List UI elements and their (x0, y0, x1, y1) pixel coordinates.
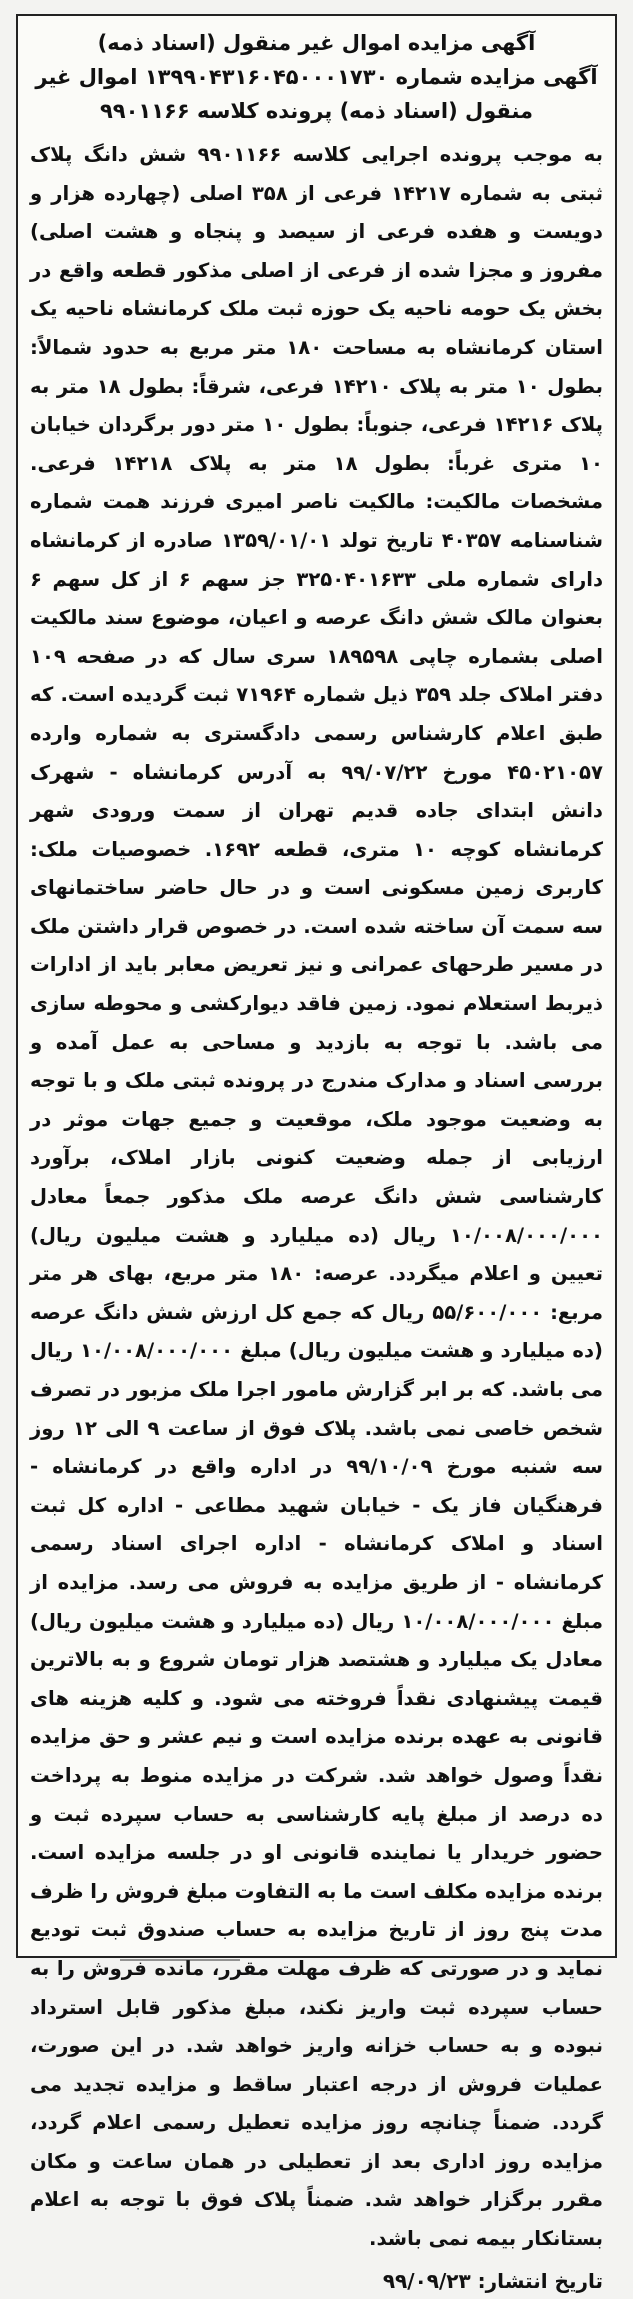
auction-notice (16, 14, 617, 2293)
notice-heading: آگهی مزایده اموال غیر منقول (اسناد ذمه) (97, 31, 536, 55)
publish-date: تاریخ انتشار: ۹۹/۰۹/۲۳ (382, 2268, 603, 2293)
notice-subheading: آگهی مزایده شماره ۱۳۹۹۰۴۳۱۶۰۴۵۰۰۰۱۷۳۰ اموال غیر منقول (اسناد ذمه) پرونده کلاسه ۹۹۰۱۱۶۶ (35, 65, 598, 123)
notice-body (30, 136, 603, 2259)
notice-paragraph: به موجب پرونده اجرایی کلاسه ۹۹۰۱۱۶۶ شش دانگ پلاک ثبتی به شماره ۱۴۲۱۷ فرعی از ۳۵۸ اصلی (چهارده هزار و دویست و هفده فرعی از سیصد و پنجاه و هشت اصلی) مفروز و مجزا شده از فرعی از اصلی مذکور قطعه واقع در بخش یک حومه ناحیه یک حوزه ثبت ملک کرمانشاه ناحیه یک استان کرمانشاه به مساحت ۱۸۰ متر مربع به حدود شمالاً: بطول ۱۰ متر به پلاک ۱۴۲۱۰ فرعی، شرقاً: بطول ۱۸ متر به پلاک ۱۴۲۱۶ فرعی، جنوباً: بطول ۱۰ متر دور برگردان خیابان ۱۰ متری غرباً: بطول ۱۸ متر به پلاک ۱۴۲۱۸ فرعی. مشخصات مالکیت: مالکیت ناصر امیری فرزند همت شماره شناسنامه ۴۰۳۵۷ تاریخ تولد ۱۳۵۹/۰۱/۰۱ صادره از کرمانشاه دارای شماره ملی ۳۲۵۰۴۰۱۶۳۳ جز سهم ۶ از کل سهم ۶ بعنوان مالک شش دانگ عرصه و اعیان، موضوع سند مالکیت اصلی بشماره چاپی ۱۸۹۵۹۸ سری سال که در صفحه ۱۰۹ دفتر املاک جلد ۳۵۹ ذیل شماره ۷۱۹۶۴ ثبت گردیده است. که طبق اعلام کارشناس رسمی دادگستری به شماره وارده ۴۵۰۲۱۰۵۷ مورخ ۹۹/۰۷/۲۲ به آدرس کرمانشاه - شهرک دانش ابتدای جاده قدیم تهران از سمت ورودی شهر کرمانشاه کوچه ۱۰ متری، قطعه ۱۶۹۲. خصوصیات ملک: کاربری زمین مسکونی است و در حال حاضر ساختمانهای سه سمت آن ساخته شده است. در خصوص قرار داشتن ملک در مسیر طرحهای عمرانی و نیز تعریض معابر باید از ادارات ذیربط استعلام نمود. زمین فاقد دیوارکشی و محوطه سازی می باشد. با توجه به بازدید و مساحی به عمل آمده و بررسی اسناد و مدارک مندرج در پرونده ثبتی ملک و با توجه به وضعیت موجود ملک، موقعیت و جمیع جهات موثر در ارزیابی از جمله وضعیت کنونی بازار املاک، برآورد کارشناسی شش دانگ عرصه ملک مذکور جمعاً معادل ۱۰/۰۰۸/۰۰۰/۰۰۰ ریال (ده میلیارد و هشت میلیون ریال) تعیین و اعلام میگردد. عرصه: ۱۸۰ متر مربع، بهای هر متر مربع: ۵۵/۶۰۰/۰۰۰ ریال که جمع کل ارزش شش دانگ عرصه (ده میلیارد و هشت میلیون ریال) مبلغ ۱۰/۰۰۸/۰۰۰/۰۰۰ ریال می باشد. که بر ابر گزارش مامور اجرا ملک مزبور در تصرف شخص خاصی نمی باشد. پلاک فوق از ساعت ۹ الی ۱۲ روز سه شنبه مورخ ۹۹/۱۰/۰۹ در اداره واقع در کرمانشاه - فرهنگیان فاز یک - خیابان شهید مطاعی - اداره کل ثبت اسناد و املاک کرمانشاه - اداره اجرای اسناد رسمی کرمانشاه - از طریق مزایده به فروش می رسد. مزایده از مبلغ ۱۰/۰۰۸/۰۰۰/۰۰۰ ریال (ده میلیارد و هشت میلیون ریال) معادل یک میلیارد و هشتصد هزار تومان شروع و به بالاترین قیمت پیشنهادی نقداً فروخته می شود. و کلیه هزینه های قانونی به عهده برنده مزایده است و نیم عشر و حق مزایده نقداً وصول خواهد شد. شرکت در مزایده منوط به پرداخت ده درصد از مبلغ پایه کارشناسی به حساب سپرده ثبت و حضور خریدار یا نماینده قانونی او در جلسه مزایده است. برنده مزایده مکلف است ما به التفاوت مبلغ فروش را ظرف مدت پنج روز از تاریخ مزایده به حساب صندوق ثبت تودیع نماید و در صورتی که ظرف مهلت مقرر، مانده فروش را به حساب سپرده ثبت واریز نکند، مبلغ مذکور قابل استرداد نبوده و به حساب خزانه واریز خواهد شد. در این صورت، عملیات فروش از درجه اعتبار ساقط و مزایده تجدید می گردد. ضمناً چنانچه روز مزایده تعطیل رسمی اعلام گردد، مزایده روز اداری بعد از تعطیلی در همان ساعت و مکان مقرر برگزار خواهد شد. ضمناً پلاک فوق با توجه به اعلام بستانکار بیمه نمی باشد. (30, 143, 604, 2251)
signature-mark (120, 1959, 240, 1987)
